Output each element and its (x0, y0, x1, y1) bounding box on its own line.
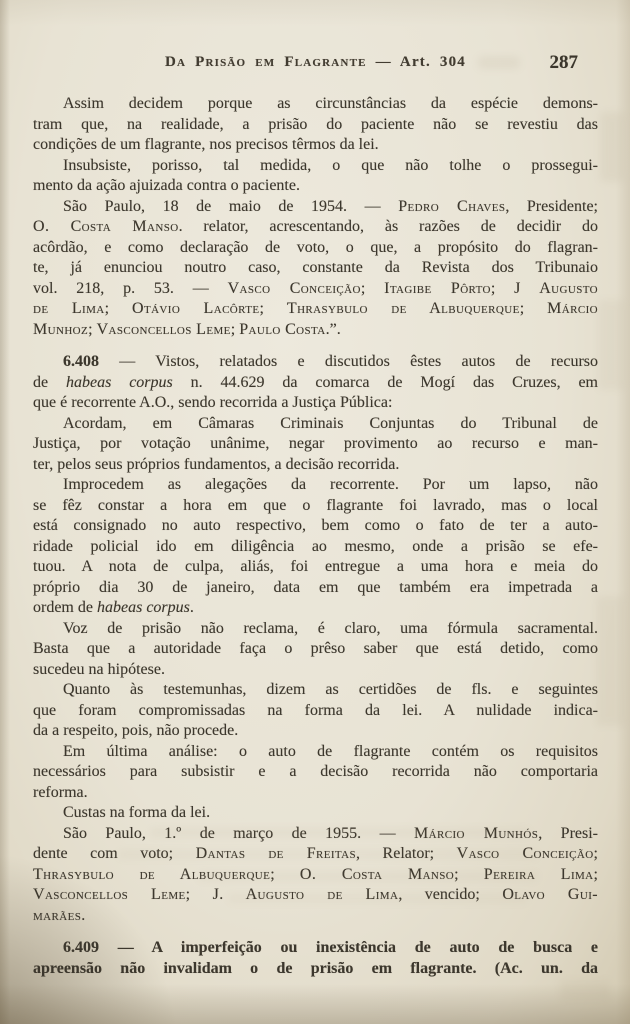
text-segment: ; (270, 865, 300, 883)
text-segment: ; (185, 886, 213, 903)
text-segment: condições de um flagrante, nos precisos têrmos da lei. (33, 136, 379, 153)
text-segment: , Relator; (356, 845, 457, 862)
person-name: O. Costa Manso (299, 865, 455, 883)
text-segment: que foram compromissadas na forma da lei. A nulidade indica- (33, 701, 598, 719)
text-segment: , Presi- (538, 824, 598, 842)
text-line (33, 455, 598, 476)
text-line (33, 516, 598, 537)
text-segment: vol. 218, p. 53. — (33, 279, 228, 297)
text-line (33, 475, 598, 496)
text-line (33, 373, 598, 394)
text-segment: — A imperfeição ou inexistência de auto de busca e (99, 939, 598, 956)
text-line (33, 680, 598, 701)
text-segment: Acordam, em Câmaras Criminais Conjuntas do Tribunal de (63, 414, 598, 432)
text-line (33, 721, 598, 742)
text-segment: sucedeu na hipótese. (33, 660, 165, 678)
scan-artifact (600, 112, 624, 182)
text-segment: . relator, acrescentando, às razões de decidir do (178, 218, 598, 235)
text-segment: ridade policial ido em diligência ao mesmo, onde a prisão se efe- (33, 537, 598, 555)
text-line (33, 135, 598, 156)
text-segment: da a respeito, pois, não procede. (33, 722, 239, 739)
page-header (33, 54, 598, 78)
paragraph-number: 6.408 (63, 353, 99, 370)
text-line (33, 803, 598, 824)
text-segment: Justiça, por votação unânime, negar provimento ao recurso e man- (33, 435, 598, 452)
text-segment: ; (259, 300, 287, 317)
person-name: Augusto (539, 279, 598, 297)
text-line (33, 217, 598, 238)
person-name: J. Augusto de Lima (212, 886, 399, 903)
text-line (33, 762, 598, 783)
text-line (33, 959, 598, 980)
text-line (33, 557, 598, 578)
running-title (33, 54, 598, 71)
text-line (33, 885, 598, 906)
text-segment: ordem de (33, 599, 97, 616)
text-segment: . (189, 599, 194, 616)
text-segment: te, já enunciou noutro caso, constante da Revista dos Tribunaio (33, 259, 598, 276)
text-segment: ; (519, 300, 548, 317)
person-name: Vasconcellos Leme (33, 886, 186, 903)
text-segment: de (33, 373, 66, 391)
text-block (33, 94, 598, 979)
person-name: Thrasybulo de Albuquerque (33, 865, 271, 883)
text-segment: próprio dia 30 de janeiro, data em que também era impetrada a (33, 578, 598, 596)
running-title-article: — Art. 304 (366, 54, 466, 70)
text-segment: se fêz constar a hora em que o flagrante foi lavrado, mas o local (33, 496, 598, 514)
text-line (33, 299, 598, 320)
person-name: Thrasybulo de Albuquerque (286, 300, 520, 317)
text-line (33, 619, 598, 640)
text-segment: reforma. (33, 783, 88, 801)
person-name: Márcio (547, 300, 598, 317)
text-line (33, 598, 598, 619)
text-segment: acôrdão, e como declaração de voto, o que, a propósito do flagran- (33, 238, 598, 256)
person-name: Pedro Chaves (398, 197, 506, 215)
person-name: Dantas de Freitas (195, 845, 357, 862)
paragraph-number: 6.409 (63, 939, 99, 956)
text-segment: , Presidente; (505, 197, 599, 215)
text-line (33, 824, 598, 845)
text-segment: Custas na forma da lei. (63, 804, 211, 821)
text-segment: Quanto às testemunhas, dizem as certidões de fls. e seguintes (63, 681, 598, 698)
text-segment: apreensão não invalidam o de prisão em flagrante. (Ac. un. da (33, 959, 598, 977)
text-segment: ; (454, 865, 484, 883)
text-segment: Insubsiste, porisso, tal medida, o que não tolhe o prossegui- (63, 156, 598, 174)
person-name: Munhoz (33, 320, 89, 338)
person-name: Itagibe Pôrto (384, 279, 491, 297)
text-segment: Improcedem as alegações da recorrente. Por um lapso, não (63, 476, 598, 493)
text-segment: ; J (490, 279, 540, 297)
text-segment: , vencido; (398, 886, 503, 903)
text-line (33, 701, 598, 722)
text-segment: Basta que a autoridade faça o prêso saber que está detido, como (33, 640, 598, 657)
person-name: Vasco Conceição (227, 279, 361, 297)
person-name: Paulo Costa (239, 320, 326, 338)
text-line (33, 865, 598, 886)
text-line (33, 115, 598, 136)
scan-artifact (596, 596, 624, 726)
person-name: Márcio Munhós (414, 824, 539, 842)
text-segment: . (81, 906, 86, 924)
person-name: Vasconcellos Leme (96, 320, 231, 338)
text-segment: ; (593, 865, 598, 883)
text-segment: tuou. A nota de culpa, aliás, foi entregue a uma hora e meia do (33, 558, 598, 575)
text-segment: Voz de prisão não reclama, é claro, uma fórmula sacramental. (63, 619, 598, 637)
person-name: Pereira Lima (483, 865, 594, 883)
text-segment: — Vistos, relatados e discutidos êstes autos de recurso (99, 353, 598, 370)
text-segment: ; (593, 845, 598, 862)
text-line (33, 496, 598, 517)
text-segment: São Paulo, 18 de maio de 1954. — (63, 197, 399, 215)
text-line (33, 906, 598, 927)
text-line (33, 94, 598, 115)
text-line (33, 279, 598, 300)
text-segment: Em última análise: o auto de flagrante contém os requisitos (63, 742, 598, 760)
text-segment: Assim decidem porque as circunstâncias da espécie demons- (63, 95, 598, 112)
text-line (33, 742, 598, 763)
page-number: 287 (549, 52, 578, 73)
text-line (33, 352, 598, 373)
text-segment: .”. (325, 320, 341, 338)
person-name: Olavo Gui- (502, 886, 598, 903)
text-line (33, 639, 598, 660)
text-segment: que é recorrente A.O., sendo recorrida a Justiça Pública: (33, 394, 393, 411)
text-segment: necessários para subsistir e a decisão recorrida não comportaria (33, 763, 598, 780)
text-segment: ; (88, 320, 97, 338)
text-line (33, 238, 598, 259)
text-line (33, 393, 598, 414)
scan-artifact (598, 300, 624, 390)
person-name: Otávio Lacôrte (132, 300, 260, 317)
text-line (33, 783, 598, 804)
text-line (33, 197, 598, 218)
text-segment: mento da ação ajuizada contra o paciente. (33, 177, 300, 194)
text-line (33, 660, 598, 681)
text-line (33, 434, 598, 455)
text-line (33, 938, 598, 959)
person-name: Vasco Conceição (456, 845, 594, 862)
text-segment: habeas corpus (65, 373, 173, 391)
person-name: O. Costa Manso (33, 218, 179, 235)
scan-artifact (560, 980, 610, 1000)
text-line (33, 414, 598, 435)
text-line (33, 578, 598, 599)
text-segment: habeas corpus (96, 599, 190, 616)
person-name: marães (33, 906, 82, 924)
text-segment: dente com voto; (33, 845, 196, 862)
text-line (33, 156, 598, 177)
text-segment: está consignado no auto respectivo, bem como o fato de ter a auto- (33, 517, 598, 534)
text-segment: n. 44.629 da comarca de Mogí das Cruzes, em (172, 373, 598, 391)
text-segment: ; (230, 320, 240, 338)
person-name: de Lima (33, 300, 105, 317)
text-segment: ; (104, 300, 133, 317)
text-segment: ; (360, 279, 385, 297)
running-title-section: Da Prisão em Flagrante (164, 54, 367, 70)
text-line (33, 537, 598, 558)
text-line (33, 320, 598, 341)
text-line (33, 844, 598, 865)
text-line (33, 258, 598, 279)
text-line (33, 176, 598, 197)
text-segment: São Paulo, 1.º de março de 1955. — (63, 824, 415, 842)
text-segment: ter, pelos seus próprios fundamentos, a decisão recorrida. (33, 455, 400, 473)
text-segment: tram que, na realidade, a prisão do paciente não se revestiu das (33, 115, 598, 133)
